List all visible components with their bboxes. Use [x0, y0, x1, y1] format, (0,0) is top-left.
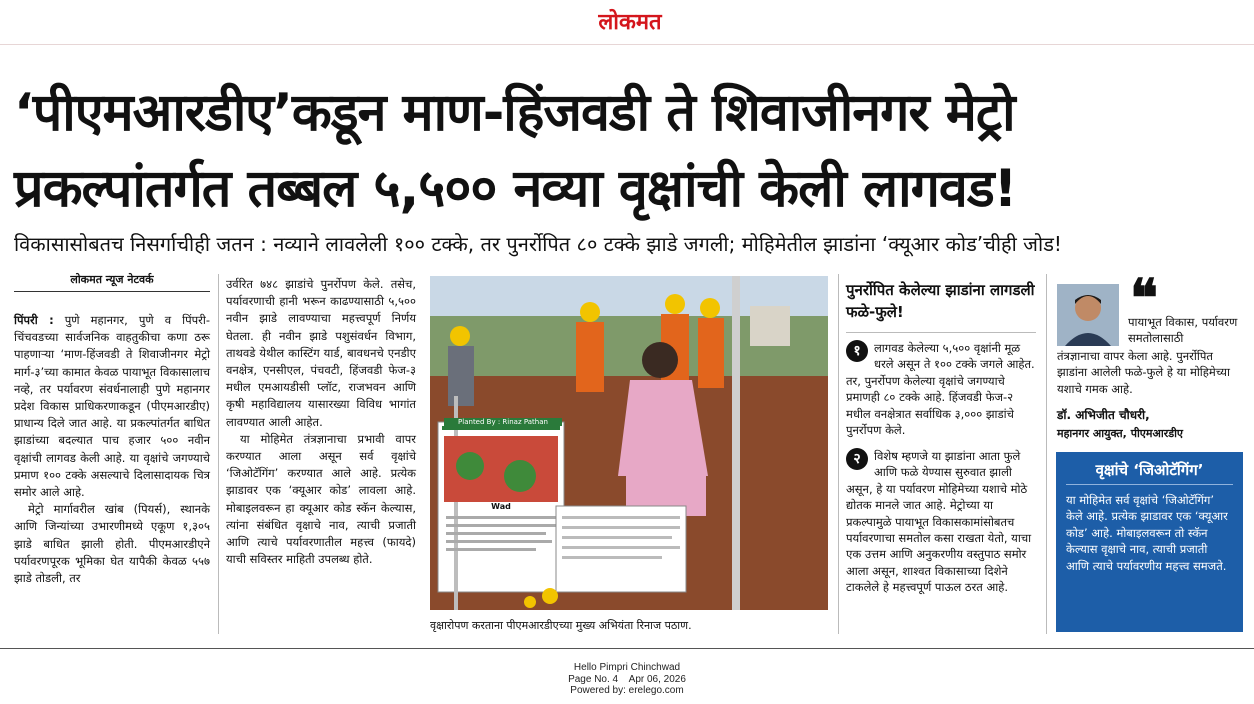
- article-paragraph: मेट्रो मार्गावरील खांब (पियर्स), स्थानके आणि जिन्यांच्या उभारणीमध्ये एकूण १,३०५ झाडे बाधित झाली होती. पीएमआरडीएने पर्यावरणपूरक भूमिका घेत यापैकी केवळ ५५७ झाडे तोडली, तर: [14, 502, 210, 586]
- sidebar-point-text: विशेष म्हणजे या झाडांना आता फुले आणि फळे येण्यास सुरुवात झाली असून, हे या पर्यावरण मोहिमेच्या यशाचे मोठे द्योतक मानले जात आहे. मेट्रोच्या या प्रकल्पामुळे पायाभूत विकासकामांसोबतच पर्यावरणाचा समतोल कसा राखता येतो, याचा एक उत्तम आणि अनुकरणीय वस्तुपाठ समोर आला असून, शाश्वत विकासाच्या दिशेने टाकलेले हे महत्त्वपूर्ण पाऊल ठरत आहे.: [846, 449, 1032, 595]
- sidebar-point-2: [846, 448, 1036, 596]
- photo-illustration: [430, 276, 828, 610]
- footer-edition: Hello Pimpri Chinchwad: [573, 662, 681, 673]
- quote-author: डॉ. अभिजीत चौधरी,: [1057, 408, 1150, 422]
- number-badge: १: [846, 340, 868, 362]
- headline-line-2: प्रकल्पांतर्गत तब्बल ५,५०० नव्या वृक्षांची केली लागवड!: [14, 159, 1017, 219]
- infobox-divider: [1066, 484, 1233, 485]
- page-footer: [0, 662, 1254, 697]
- sign-plant-name: Wad: [491, 502, 511, 511]
- article-column-2: [226, 276, 416, 568]
- portrait-illustration: [1057, 284, 1119, 346]
- column-divider: [218, 274, 219, 634]
- column-divider: [838, 274, 839, 634]
- sidebar-point-1: [846, 340, 1036, 438]
- page-bottom-rule: [0, 648, 1254, 649]
- news-photo: [430, 276, 828, 610]
- headline-line-1: ‘पीएमआरडीए’कडून माण-हिंजवडी ते शिवाजीनगर मेट्रो: [14, 83, 1015, 143]
- strapline: विकासासोबतच निसर्गाचीही जतन : नव्याने लावलेली १०० टक्के, तर पुनर्रोपित ८० टक्के झाडे जगली; मोहिमेतील झाडांना ‘क्यूआर कोड’चीही जोड!: [14, 232, 1062, 256]
- photo-caption: वृक्षारोपण करताना पीएमआरडीएच्या मुख्य अभियंता रिनाज पठाण.: [430, 619, 692, 632]
- sign-title: Planted By : Rinaz Pathan: [444, 418, 562, 426]
- quote-text-lead: पायाभूत विकास, पर्यावरण समतोलासाठी: [1128, 315, 1238, 346]
- infobox-title: वृक्षांचे ‘जिओटॅगिंग’: [1095, 461, 1204, 479]
- quote-designation: महानगर आयुक्त, पीएमआरडीए: [1057, 427, 1184, 440]
- infobox-body: या मोहिमेत सर्व वृक्षांचे ‘जिओटॅगिंग’ केले आहे. प्रत्येक झाडावर एक ‘क्यूआर कोड’ आहे. मोबाइलवरून तो स्कॅन केल्यास वृक्षाचे नाव, त्याची प्रजाती आणि त्याचे पर्यावरणीय महत्त्व समजते.: [1066, 493, 1228, 573]
- footer-powered-by: Powered by: erelego.com: [570, 685, 684, 696]
- newspaper-logo: लोकमत: [598, 9, 662, 35]
- article-column-1: [14, 312, 210, 587]
- footer-page-date: Page No. 4 Apr 06, 2026: [568, 673, 686, 685]
- dateline: पिंपरी :: [14, 313, 54, 327]
- sidebar-divider: [846, 332, 1036, 333]
- column-divider: [1046, 274, 1047, 634]
- byline: लोकमत न्यूज नेटवर्क: [14, 272, 210, 292]
- sidebar-point-text: लागवड केलेल्या ५,५०० वृक्षांनी मूळ धरले असून ते १०० टक्के जगले आहेत. तर, पुनर्रोपण केलेल्या वृक्षांचे जगण्याचे प्रमाणही ८० टक्के आहे. हिंजवडी फेज-२ मधील वनक्षेत्रात सर्वाधिक ३,००० झाडांचे पुनर्रोपण केले.: [846, 341, 1035, 438]
- quote-mark-icon: ❝: [1130, 268, 1158, 329]
- official-portrait: [1057, 284, 1119, 346]
- article-paragraph: पुणे महानगर, पुणे व पिंपरी-चिंचवडच्या सार्वजनिक वाहतुकीचा कणा ठरू पाहणाऱ्या ‘माण-हिंजवडी ते शिवाजीनगर मेट्रो मार्ग-३’च्या कामात केवळ पायाभूत विकासालाच नव्हे, तर पर्यावरण संवर्धनालाही पुणे महानगर प्रदेश विकास प्राधिकरणाकडून (पीएमआरडीए) प्राधान्य दिले जात आहे. या प्रकल्पांतर्गत बाधित झाडांच्या बदल्यात पाच हजार ५०० नवीन वृक्षांची लागवड केली आहे. या वृक्षांचे जगण्याचे प्रमाण १०० टक्के असल्याचे दिलासादायक चित्र समोर आले आहे.: [14, 313, 210, 500]
- article-paragraph: उर्वरित ७४८ झाडांचे पुनर्रोपण केले. तसेच, पर्यावरणाची हानी भरून काढण्यासाठी ५,५०० नवीन झाडे लावण्याचा महत्त्वपूर्ण निर्णय घेतला. ही नवीन झाडे पशुसंवर्धन विभाग, ताथवडे येथील कास्टिंग यार्ड, बावधनचे एनडीए वनक्षेत्र, एनसीएल, पंचवटी, हिंजवडी फेज-३ मधील एमआयडीसी प्लॉट, राजभवन आणि कृषी महाविद्यालय यासारख्या विविध भागांत लावण्यात आली आहेत.: [226, 277, 416, 429]
- geotagging-infobox: [1056, 452, 1243, 632]
- sidebar-heading: पुनर्रोपित केलेल्या झाडांना लागडली फळे-फुले!: [846, 281, 1035, 321]
- article-paragraph: या मोहिमेत तंत्रज्ञानाचा प्रभावी वापर करण्यात आला असून सर्व वृक्षांचे ‘जिओटॅगिंग’ करण्यात आले आहे. प्रत्येक झाडावर एक ‘क्यूआर कोड’ लावला आहे. मोबाइलवरून हा क्यूआर कोड स्कॅन केल्यास, त्यांना संबंधित वृक्षाचे नाव, त्याची प्रजाती आणि त्याचे पर्यावरणातील महत्त्व (फायदे) याची सविस्तर माहिती उपलब्ध होते.: [226, 431, 416, 567]
- number-badge: २: [846, 448, 868, 470]
- quote-text: तंत्रज्ञानाचा वापर केला आहे. पुनर्रोपित झाडांना आलेली फळे-फुले हे या मोहिमेच्या यशाचे गमक आहे.: [1057, 349, 1230, 396]
